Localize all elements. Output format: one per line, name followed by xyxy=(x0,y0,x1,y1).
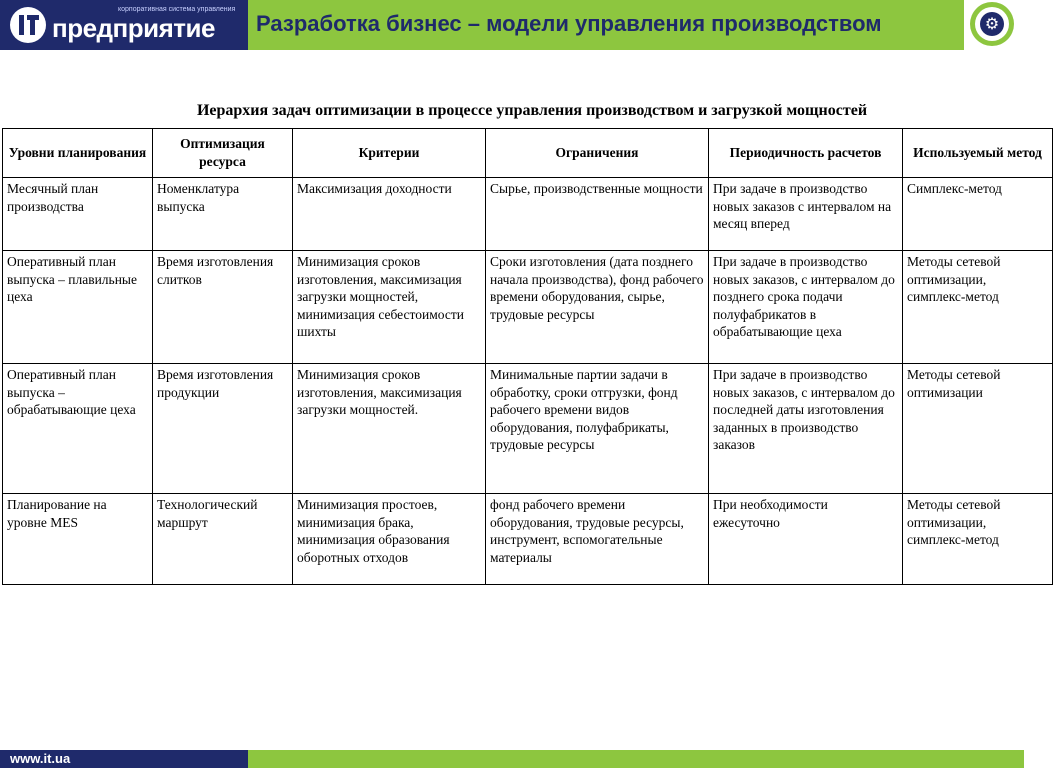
table-cell: Методы сетевой оптимизации xyxy=(903,364,1053,494)
logo-it-icon xyxy=(10,7,46,43)
page-title: Разработка бизнес – модели управления производством xyxy=(256,11,882,36)
table-cell: Время изготовления продукции xyxy=(153,364,293,494)
table-cell: При задаче в производство новых заказов с интервалом на месяц вперед xyxy=(709,178,903,251)
footer-green-bar xyxy=(248,750,1024,768)
header-cell: Периодичность расчетов xyxy=(709,129,903,178)
header-cell: Используемый метод xyxy=(903,129,1053,178)
header-cell: Оптимизация ресурса xyxy=(153,129,293,178)
header xyxy=(0,0,1024,50)
header-cell: Уровни планирования xyxy=(3,129,153,178)
table-cell: Оперативный план выпуска – обрабатывающие цеха xyxy=(3,364,153,494)
table-cell: Месячный план производства xyxy=(3,178,153,251)
header-cell: Ограничения xyxy=(486,129,709,178)
table-row xyxy=(3,364,1053,494)
table-cell: Номенклатура выпуска xyxy=(153,178,293,251)
table-cell: Оперативный план выпуска – плавильные цеха xyxy=(3,251,153,364)
optimization-table xyxy=(2,128,1053,585)
logo-wordmark: предприятие xyxy=(52,13,215,43)
header-cell: Критерии xyxy=(293,129,486,178)
table-cell: При задаче в производство новых заказов, с интервалом до последней даты изготовления заданных в производство заказов xyxy=(709,364,903,494)
table-cell: Минимизация сроков изготовления, максимизация загрузки мощностей. xyxy=(293,364,486,494)
footer-url-bar xyxy=(0,750,248,768)
table-cell: Планирование на уровне MES xyxy=(3,494,153,585)
table-cell: Методы сетевой оптимизации, симплекс-метод xyxy=(903,494,1053,585)
table-cell: Сроки изготовления (дата позднего начала производства), фонд рабочего времени оборудования, сырье, трудовые ресурсы xyxy=(486,251,709,364)
table-cell: Методы сетевой оптимизации, симплекс-метод xyxy=(903,251,1053,364)
table-cell: Технологический маршрут xyxy=(153,494,293,585)
table-cell: Симплекс-метод xyxy=(903,178,1053,251)
table-cell: фонд рабочего времени оборудования, трудовые ресурсы, инструмент, вспомогательные материалы xyxy=(486,494,709,585)
table-cell: Сырье, производственные мощности xyxy=(486,178,709,251)
table-cell: Минимизация простоев, минимизация брака, минимизация образования оборотных отходов xyxy=(293,494,486,585)
table-header-row xyxy=(3,129,1053,178)
emblem xyxy=(964,0,1024,50)
table-cell: Время изготовления слитков xyxy=(153,251,293,364)
table-title: Иерархия задач оптимизации в процессе управления производством и загрузкой мощностей xyxy=(196,102,868,119)
logo[interactable] xyxy=(0,0,248,50)
footer xyxy=(0,750,1024,768)
table-cell: Минимизация сроков изготовления, максимизация загрузки мощностей, минимизация себестоимости шихты xyxy=(293,251,486,364)
title-bar xyxy=(248,0,964,50)
emblem-icon: ⚙ xyxy=(970,2,1014,46)
table-row xyxy=(3,178,1053,251)
table-row xyxy=(3,494,1053,585)
logo-subtitle: корпоративная система управления xyxy=(118,6,236,13)
table-cell: Максимизация доходности xyxy=(293,178,486,251)
table-cell: При необходимости ежесуточно xyxy=(709,494,903,585)
footer-url-link[interactable]: www.it.ua xyxy=(10,751,71,766)
table-container xyxy=(2,128,1042,604)
table-cell: Минимальные партии задачи в обработку, сроки отгрузки, фонд рабочего времени видов оборудования, полуфабрикаты, трудовые ресурсы xyxy=(486,364,709,494)
table-row xyxy=(3,251,1053,364)
table-cell: При задаче в производство новых заказов, с интервалом до позднего срока подачи полуфабрикатов в обрабатывающие цеха xyxy=(709,251,903,364)
